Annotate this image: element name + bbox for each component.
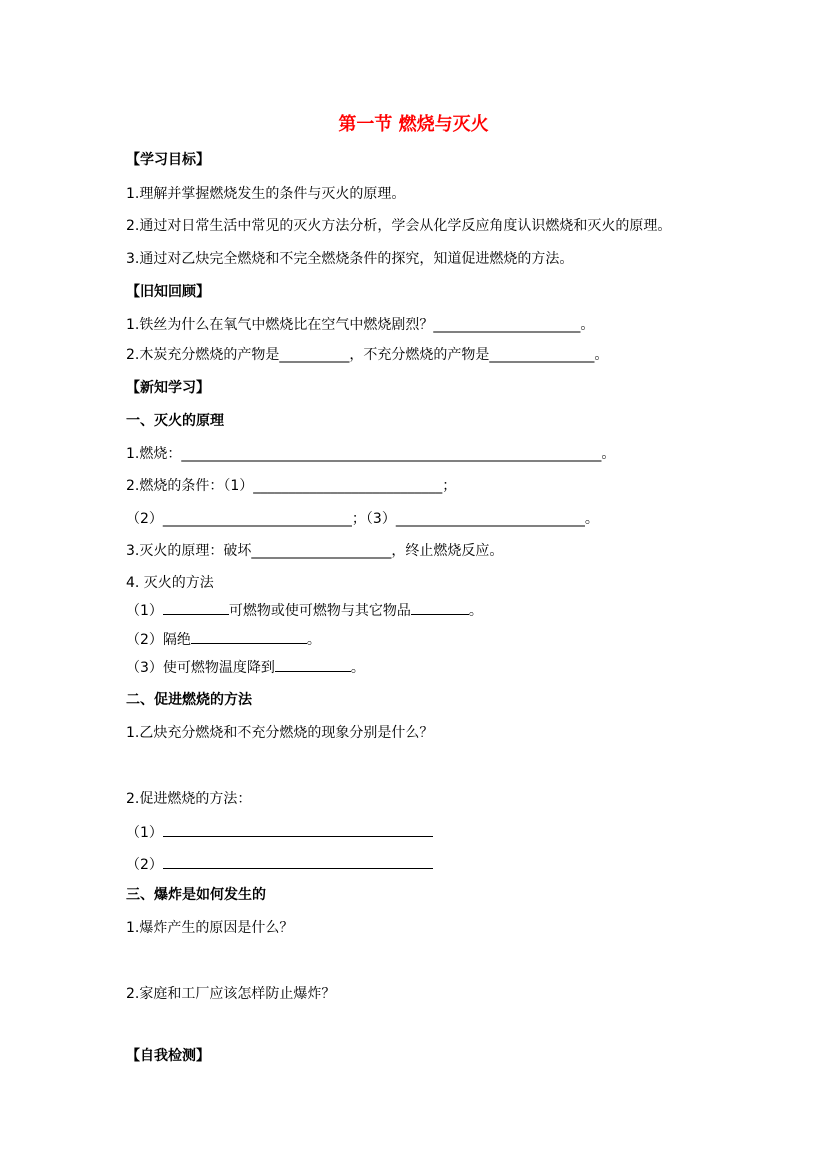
goal-1: 1.理解并掌握燃烧发生的条件与灭火的原理。	[126, 186, 406, 202]
blank-line	[163, 854, 433, 869]
section-review: 【旧知回顾】	[126, 284, 210, 300]
method-1-prefix: （1）	[126, 603, 163, 619]
section-self-check: 【自我检测】	[126, 1048, 210, 1064]
method-1	[126, 600, 483, 620]
blank-line	[275, 657, 351, 672]
promote-method-1	[126, 822, 433, 842]
method-2-prefix: （2）隔绝	[126, 632, 191, 648]
section-learning-goals: 【学习目标】	[126, 152, 210, 168]
document-title: 第一节 燃烧与灭火	[338, 114, 489, 135]
method-1-end: 。	[468, 603, 483, 619]
explosion-cause-question: 1.爆炸产生的原因是什么？	[126, 920, 294, 936]
extinguish-principle: 3.灭火的原理：破坏____________________，终止燃烧反应。	[126, 543, 504, 559]
promote-method-1-prefix: （1）	[126, 825, 163, 841]
part-1-title: 一、灭火的原理	[126, 413, 224, 429]
blank-line	[191, 629, 307, 644]
goal-2: 2.通过对日常生活中常见的灭火方法分析，学会从化学反应角度认识燃烧和灭火的原理。	[126, 218, 672, 234]
review-question-1: 1.铁丝为什么在氧气中燃烧比在空气中燃烧剧烈？_____________________。	[126, 317, 595, 333]
acetylene-question: 1.乙炔充分燃烧和不充分燃烧的现象分别是什么？	[126, 725, 434, 741]
part-3-title: 三、爆炸是如何发生的	[126, 887, 266, 903]
combustion-definition: 1.燃烧：____________________________________________________________。	[126, 446, 616, 462]
promote-method-2-prefix: （2）	[126, 857, 163, 873]
method-2-end: 。	[306, 632, 321, 648]
method-2	[126, 629, 321, 649]
part-2-title: 二、促进燃烧的方法	[126, 692, 252, 708]
goal-3: 3.通过对乙炔完全燃烧和不完全燃烧条件的探究，知道促进燃烧的方法。	[126, 251, 574, 267]
extinguish-methods-heading: 4. 灭火的方法	[126, 575, 214, 591]
method-3-end: 。	[350, 660, 365, 676]
method-1-mid: 可燃物或使可燃物与其它物品	[228, 603, 411, 619]
method-3-prefix: （3）使可燃物温度降到	[126, 660, 275, 676]
blank-line	[411, 600, 469, 615]
blank-line	[163, 822, 433, 837]
combustion-conditions: 2.燃烧的条件：（1）___________________________；	[126, 478, 457, 494]
blank-line	[163, 600, 229, 615]
method-3	[126, 657, 365, 677]
promote-combustion-heading: 2.促进燃烧的方法：	[126, 791, 252, 807]
review-question-2: 2.木炭充分燃烧的产物是__________，不充分燃烧的产物是_______________。	[126, 347, 609, 363]
combustion-conditions-cont: （2）___________________________；（3）___________________________。	[126, 511, 599, 527]
explosion-prevention-question: 2.家庭和工厂应该怎样防止爆炸？	[126, 986, 336, 1002]
section-new-learning: 【新知学习】	[126, 380, 210, 396]
promote-method-2	[126, 854, 433, 874]
